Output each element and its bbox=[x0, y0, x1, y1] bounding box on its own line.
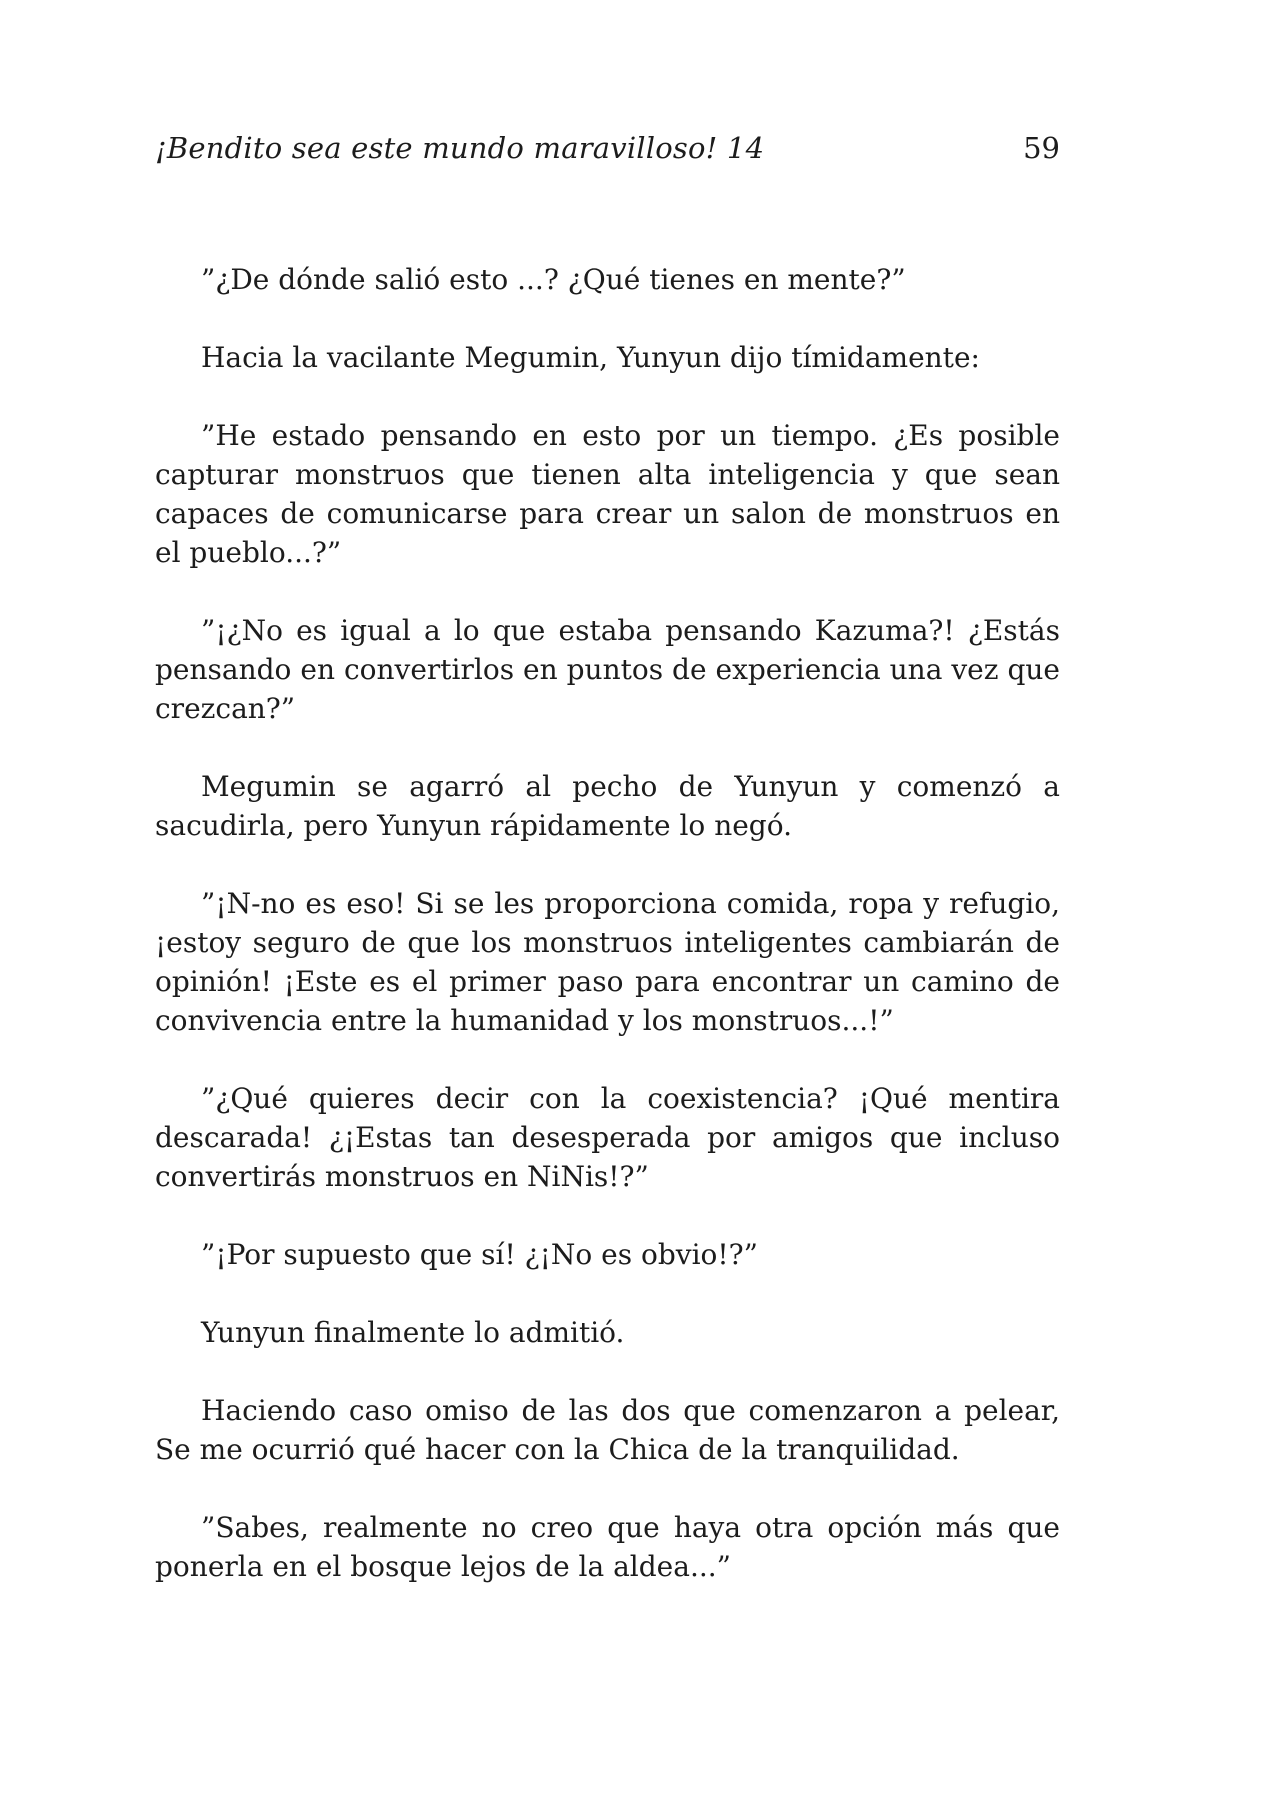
paragraph-5: Megumin se agarró al pecho de Yunyun y comenzó a sacudirla, pero Yunyun rápidamente lo negó. bbox=[155, 770, 1060, 842]
body-text bbox=[155, 260, 1060, 1625]
page-number: 59 bbox=[1023, 131, 1060, 165]
paragraph-3: ”He estado pensando en esto por un tiempo. ¿Es posible capturar monstruos que tienen alta inteligencia y que sean capaces de comunicarse para crear un salon de monstruos en el pueblo...?” bbox=[155, 419, 1060, 569]
paragraph-6: ”¡N-no es eso! Si se les proporciona comida, ropa y refugio, ¡estoy seguro de que los monstruos inteligentes cambiarán de opinión! ¡Este es el primer paso para encontrar un camino de convivencia entre la humanidad y los monstruos...!” bbox=[155, 887, 1060, 1037]
running-header bbox=[155, 128, 1060, 168]
book-title: ¡Bendito sea este mundo maravilloso! 14 bbox=[155, 131, 765, 165]
paragraph-1: ”¿De dónde salió esto ...? ¿Qué tienes en mente?” bbox=[201, 263, 906, 296]
paragraph-9: Yunyun finalmente lo admitió. bbox=[201, 1316, 625, 1349]
paragraph-11: ”Sabes, realmente no creo que haya otra opción más que ponerla en el bosque lejos de la aldea...” bbox=[155, 1511, 1060, 1583]
paragraph-8: ”¡Por supuesto que sí! ¿¡No es obvio!?” bbox=[201, 1238, 758, 1271]
paragraph-4: ”¡¿No es igual a lo que estaba pensando Kazuma?! ¿Estás pensando en convertirlos en puntos de experiencia una vez que crezcan?” bbox=[155, 614, 1060, 725]
paragraph-10: Haciendo caso omiso de las dos que comenzaron a pelear, Se me ocurrió qué hacer con la Chica de la tranquilidad. bbox=[155, 1394, 1060, 1466]
paragraph-7: ”¿Qué quieres decir con la coexistencia? ¡Qué mentira descarada! ¿¡Estas tan desesperada por amigos que incluso convertirás monstruos en NiNis!?” bbox=[155, 1082, 1060, 1193]
paragraph-2: Hacia la vacilante Megumin, Yunyun dijo tímidamente: bbox=[201, 341, 980, 374]
